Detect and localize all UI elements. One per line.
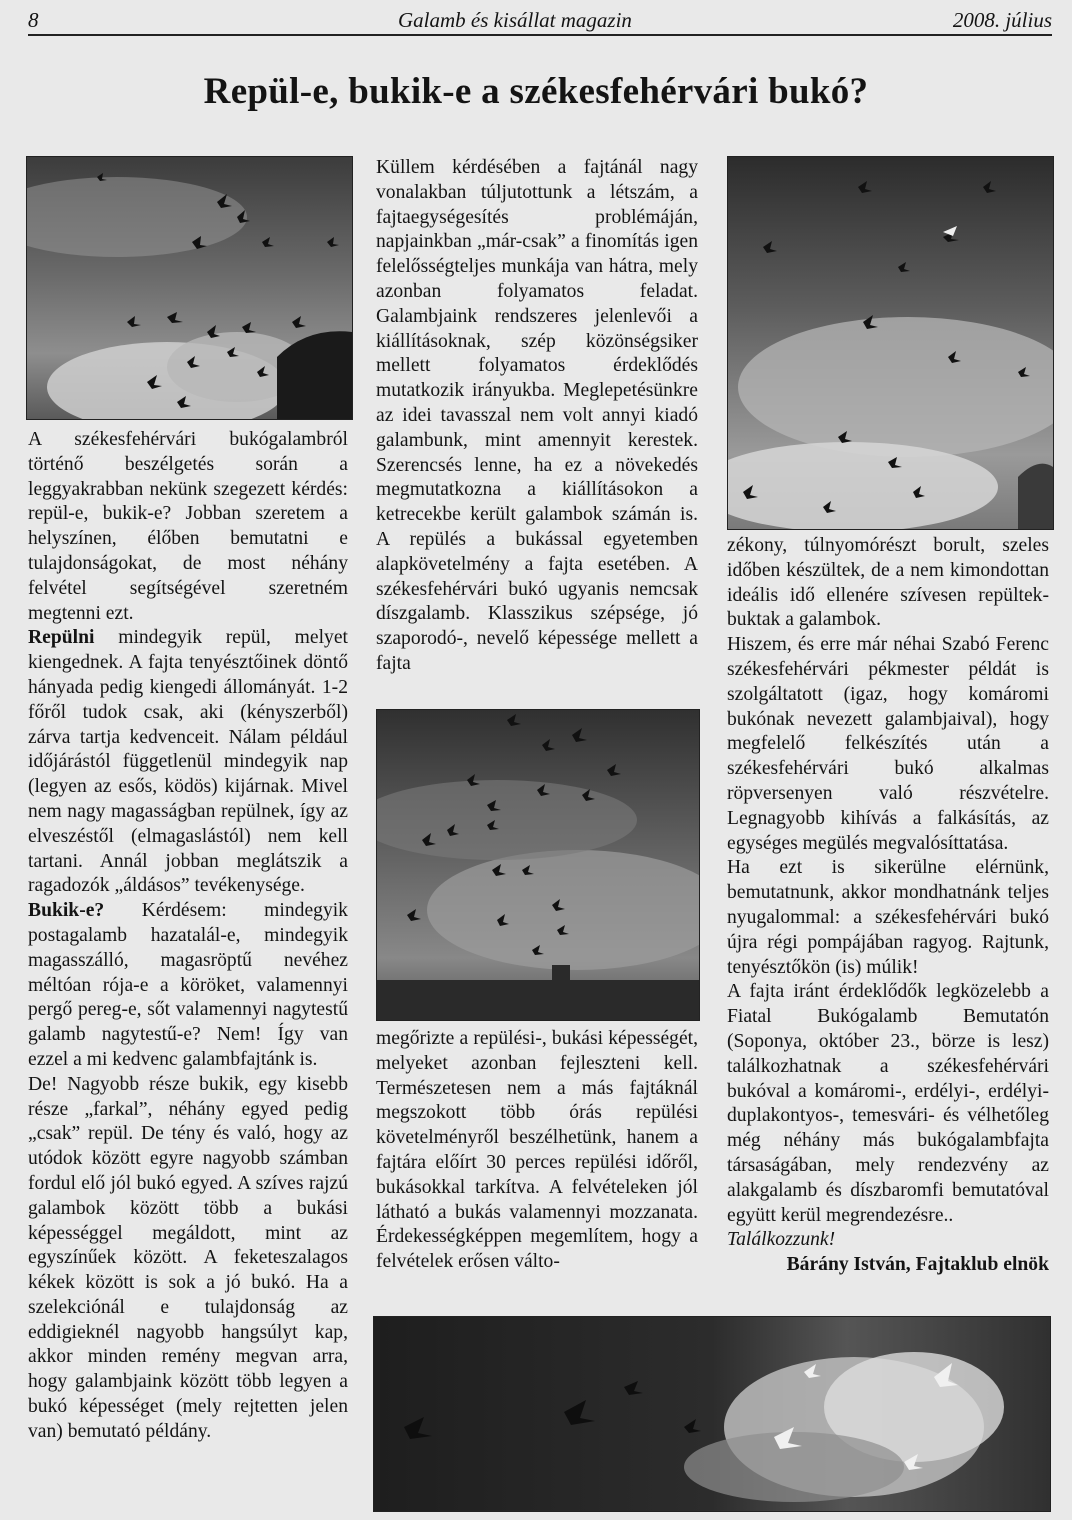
hiszem-paragraph: Hiszem, és erre már néhai Szabó Ferenc székesfehérvári pékmester példát is szolgáltatott (igaz, hogy komáromi bukónak nevezett galambjaival), hogy megfelelő felkészítés után a székesfehérvári bukó alkalmas röpversenyen való részvételre. Legnagyobb kihívás a falkásítás, az egységes megülés megvalósíttatása.: [727, 634, 1049, 854]
column-1: [28, 428, 348, 1445]
column-2-top: [376, 156, 698, 677]
ha-ezt-paragraph: Ha ezt is sikerülne elérnünk, bemutatnunk, akkor mondhatnánk teljes nyugalommal: a székesfehérvári bukó újra régi pompájában ragyog. Rajtunk, tenyésztőkön (is) múlik!: [727, 857, 1049, 978]
zekony-paragraph: zékony, túlnyomórészt borult, szeles időben készültek, de a nem kimondottan ideális idő ellenére szívesen repültek-buktak a galambok.: [727, 535, 1049, 631]
fajta-paragraph: A fajta iránt érdeklődők legközelebb a Fiatal Bukógalamb Bemutatón (Soponya, október 23., börze is lesz) találkozhatnak a székesfehérvári bukóval a komáromi-, erdélyi-, erdélyi-duplakontyos-, temesvári- és vélhetőleg még néhány más bukógalambfajta társaságában, mely rendezvény az alakgalamb és díszbaromfi bemutatóval együtt kerül megrendezésre..: [727, 981, 1049, 1226]
pigeons-photo-4: [373, 1316, 1051, 1512]
bukik-text: Kérdésem: mindegyik postagalamb hazatalál-e, mindegyik magasszálló, magasröptű nevéhez méltóan rója-e a köröket, valamennyi pergő pereg-e, sőt valamennyi nagytestű galamb nagytestű-e? Nem! Így van ezzel a mi kedvenc galambfajtánk is.: [28, 900, 348, 1070]
author-signature: Bárány István, Fajtaklub elnök: [786, 1254, 1049, 1276]
bukik-heading: Bukik-e?: [28, 900, 105, 922]
column-2-bottom: [376, 1027, 698, 1275]
kullem-paragraph: Küllem kérdésében a fajtánál nagy vonalakban túljutottunk a létszám, a fajtaegységesítés problémáján, napjainkban „már-csak” a finomítás igen felelősségteljes munkája van hátra, mely azonban folyamatos feladat. Galambjaink rendszeres jelenlevői a kiállításoknak, szép közönségsiker mellett folyamatos érdeklődés mutatkozik irányukba. Meglepetésünkre az idei tavasszal nem volt annyi kiadó galambunk, mint amennyit kerestek. Szerencsés lenne, ha ez a növekedés megmutatkozna a kiállításokon a ketrecekbe került galambok számán is. A repülés a bukással egyetemben alapkövetelmény a fajta esetében. A székesfehérvári bukó ugyanis nemcsak díszgalamb. Klasszikus szépsége, jó szaporodó-, nevelő képessége mellett a fajta: [376, 157, 698, 674]
repulni-heading: Repülni: [28, 627, 95, 649]
closing-line: Találkozzunk!: [727, 1229, 836, 1251]
repulni-text: mindegyik repül, melyet kiengednek. A fajta tenyésztőinek döntő hányada pedig kiengedi állományát. 1-2 főről tudok csak, aki (kényszerből) zárva tartja kedvenceit. Nálam például időjárástól függetlenül mindegyik nap (legyen az esős, ködös) kijárnak. Mivel nem nagy magasságban repülnek, így az elveszéstől (elmagaslástól) nem kell tartani. Annál jobban meglátszik a ragadozók „áldásos” tevékenysége.: [28, 627, 348, 897]
article-title: Repül-e, bukik-e a székesfehérvári bukó?: [203, 71, 869, 112]
page-number: 8: [28, 8, 39, 32]
pigeons-photo-3: [376, 709, 700, 1021]
megorizte-paragraph: megőrizte a repülési-, bukási képességét, melyeket azonban fejleszteni kell. Természetesen nem a más fajtáknál megszokott több órás repülési követelményről beszélhetünk, hanem a fajtára előírt 30 perces repülési időről, bukásokkal tarkítva. A felvételeken jól látható a bukás valamennyi mozzanata. Érdekességképpen megemlítem, hogy a felvételek erősen válto-: [376, 1028, 698, 1273]
pigeons-photo-1: [26, 156, 353, 420]
pigeons-photo-2: [727, 156, 1054, 530]
intro-paragraph: A székesfehérvári bukógalambról történő beszélgetés során a leggyakrabban nekünk szegezett kérdés: repül-e, bukik-e? Jobban szeretem a helyszínen, élőben bemutatni e tulajdonságokat, de most néhány felvétel segítségével szeretném megtenni ezt.: [28, 429, 348, 624]
column-3: [727, 534, 1049, 1278]
page-header: [28, 6, 1052, 36]
issue-date: 2008. július: [952, 8, 1052, 32]
bukik-paragraph: [28, 899, 348, 1073]
repulni-paragraph: [28, 626, 348, 899]
de-paragraph: De! Nagyobb része bukik, egy kisebb része „farkal”, néhány egyed pedig „csak” repül. De tény és való, hogy az utódok között egyre nagyobb számban fordul elő jól bukó egyed. A szíves rajzú galambok között több a bukási képességgel megáldott, mint az egyszínűek között. A feketeszalagos kékek között is sok a jó bukó. Ha a szelekciónál e tulajdonság az eddigieknél nagyobb hangsúlyt kap, akkor minden remény megvan arra, hogy galambjaink között több legyen a bukó képességet (mely rejtetten jelen van) bemutató példány.: [28, 1073, 348, 1442]
magazine-name: Galamb és kisállat magazin: [398, 8, 632, 32]
